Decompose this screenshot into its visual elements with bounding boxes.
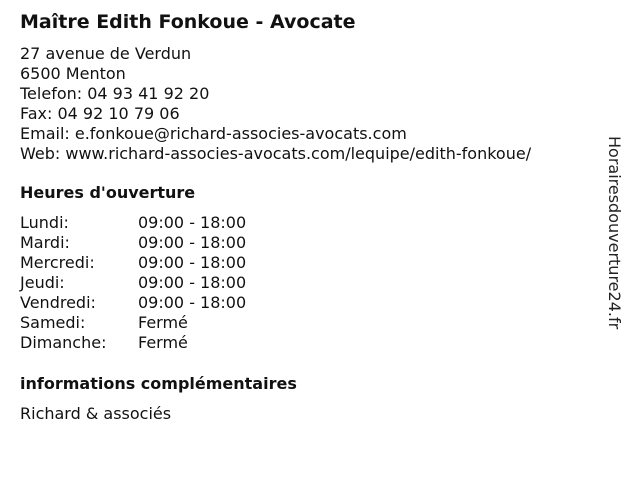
- day-label: Lundi:: [20, 213, 69, 232]
- hours-row-friday: [20, 293, 246, 313]
- opening-hours-table: [20, 213, 246, 353]
- day-label: Vendredi:: [20, 293, 96, 312]
- contact-block: [20, 44, 531, 164]
- hours-row-wednesday: [20, 253, 246, 273]
- day-hours: 09:00 - 18:00: [138, 273, 247, 292]
- additional-info-heading: informations complémentaires: [20, 374, 297, 393]
- phone-number: Telefon: 04 93 41 92 20: [20, 84, 210, 103]
- hours-row-monday: [20, 213, 246, 233]
- hours-row-saturday: [20, 313, 246, 333]
- hours-row-thursday: [20, 273, 246, 293]
- day-hours: Fermé: [138, 333, 188, 352]
- day-label: Mercredi:: [20, 253, 95, 272]
- day-label: Jeudi:: [20, 273, 65, 292]
- day-hours: 09:00 - 18:00: [138, 233, 247, 252]
- additional-info-text: Richard & associés: [20, 404, 172, 423]
- hours-row-tuesday: [20, 233, 246, 253]
- site-watermark: Horairesdouverture24.fr: [605, 136, 624, 330]
- page-title: Maître Edith Fonkoue - Avocate: [20, 11, 356, 33]
- city-postal-code: 6500 Menton: [20, 64, 126, 83]
- website-url: Web: www.richard-associes-avocats.com/lequipe/edith-fonkoue/: [20, 144, 532, 163]
- fax-number: Fax: 04 92 10 79 06: [20, 104, 180, 123]
- opening-hours-heading: Heures d'ouverture: [20, 183, 196, 202]
- day-hours: 09:00 - 18:00: [138, 253, 247, 272]
- day-hours: 09:00 - 18:00: [138, 213, 247, 232]
- email-address: Email: e.fonkoue@richard-associes-avocats.com: [20, 124, 407, 143]
- hours-row-sunday: [20, 333, 246, 353]
- day-label: Mardi:: [20, 233, 70, 252]
- day-label: Dimanche:: [20, 333, 107, 352]
- day-hours: Fermé: [138, 313, 188, 332]
- street-address: 27 avenue de Verdun: [20, 44, 192, 63]
- day-label: Samedi:: [20, 313, 86, 332]
- day-hours: 09:00 - 18:00: [138, 293, 247, 312]
